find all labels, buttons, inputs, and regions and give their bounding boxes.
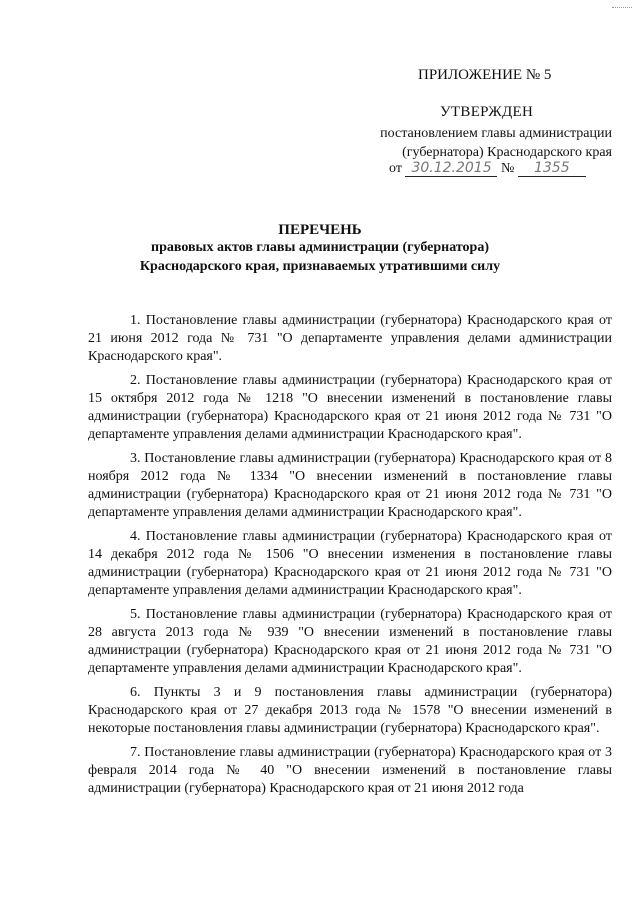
date-prefix: от	[389, 161, 402, 176]
list-item-3: 3. Постановление главы администрации (губернатора) Краснодарского края от 8 ноября 2012 года № 1334 "О внесении изменений в постановление главы администрации (губернатора) Краснодарского края от 21 июня 2012 года № 731 "О департаменте управления делами администрации Краснодарского края".	[88, 451, 612, 520]
scan-mark	[612, 7, 632, 12]
document-subtitle-line-1: правовых актов главы администрации (губернатора)	[151, 240, 489, 255]
number-prefix: №	[500, 161, 515, 176]
approved-by-line-1: постановлением главы администрации	[380, 126, 612, 141]
list-item-6: 6. Пункты 3 и 9 постановления главы администрации (губернатора) Краснодарского края от 27 декабря 2013 года № 1578 "О внесении изменений в некоторые постановления главы администрации (губернатора) Краснодарского края".	[88, 685, 612, 736]
approved-label: УТВЕРЖДЕН	[440, 104, 534, 120]
handwritten-number: 1355	[518, 160, 586, 177]
approved-by-line-2: (губернатора) Краснодарского края	[402, 145, 612, 160]
list-body	[88, 312, 612, 804]
list-item-2: 2. Постановление главы администрации (губернатора) Краснодарского края от 15 октября 2012 года № 1218 "О внесении изменений в постановление главы администрации (губернатора) Краснодарского края от 21 июня 2012 года № 731 "О департаменте управления делами администрации Краснодарского края".	[88, 373, 612, 442]
list-item-1: 1. Постановление главы администрации (губернатора) Краснодарского края от 21 июня 2012 года № 731 "О департаменте управления делами администрации Краснодарского края".	[88, 313, 612, 364]
document-subtitle-line-2: Краснодарского края, признаваемых утратившими силу	[139, 259, 501, 274]
date-number-line	[389, 160, 586, 177]
list-item-7: 7. Постановление главы администрации (губернатора) Краснодарского края от 3 февраля 2014 года № 40 "О внесении изменений в постановление главы администрации (губернатора) Краснодарского края от 21 июня 2012 года	[88, 745, 612, 796]
list-item-4: 4. Постановление главы администрации (губернатора) Краснодарского края от 14 декабря 2012 года № 1506 "О внесении изменения в постановление главы администрации (губернатора) Краснодарского края от 21 июня 2012 года № 731 "О департаменте управления делами администрации Краснодарского края".	[88, 529, 612, 598]
list-item-5: 5. Постановление главы администрации (губернатора) Краснодарского края от 28 августа 2013 года № 939 "О внесении изменений в постановление главы администрации (губернатора) Краснодарского края от 21 июня 2012 года № 731 "О департаменте управления делами администрации Краснодарского края".	[88, 607, 612, 676]
annex-label: ПРИЛОЖЕНИЕ № 5	[418, 67, 552, 83]
handwritten-date: 30.12.2015	[405, 160, 497, 177]
document-title: ПЕРЕЧЕНЬ	[278, 222, 362, 238]
